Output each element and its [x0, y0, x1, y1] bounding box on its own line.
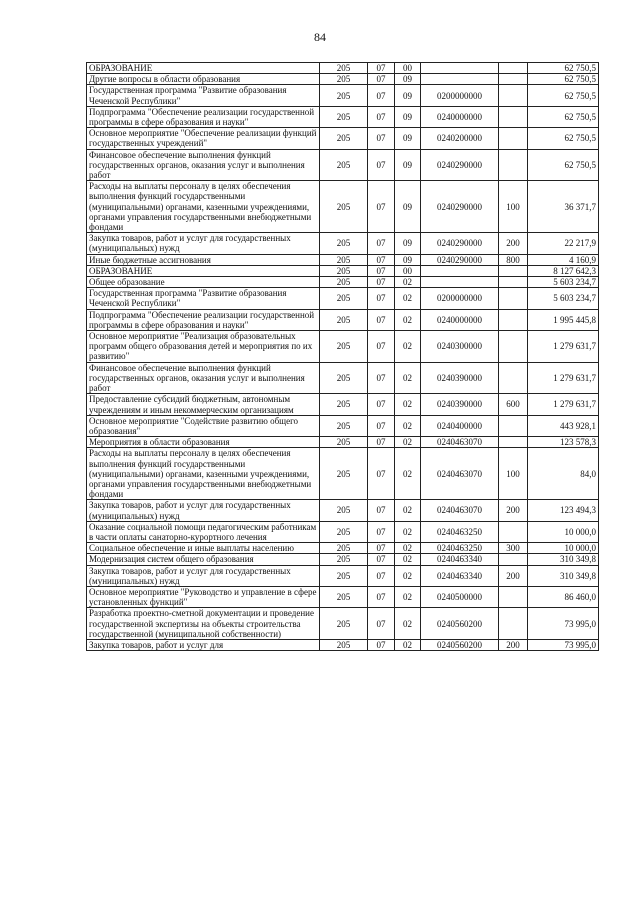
row-vr-cell: 200	[499, 639, 528, 650]
row-name-cell: Государственная программа "Развитие образования Чеченской Республики"	[87, 85, 320, 106]
row-rz-cell: 07	[368, 521, 395, 542]
table-row	[87, 181, 599, 233]
row-rz-cell: 07	[368, 639, 395, 650]
table-row	[87, 288, 599, 309]
row-sum-cell: 1 995 445,8	[528, 309, 599, 330]
row-sum-cell: 310 349,8	[528, 554, 599, 565]
row-ved-cell: 205	[320, 254, 368, 265]
row-vr-cell	[499, 63, 528, 74]
table-row	[87, 277, 599, 288]
row-ved-cell: 205	[320, 362, 368, 394]
row-csr-cell: 0240500000	[421, 586, 499, 607]
row-ved-cell: 205	[320, 331, 368, 363]
row-name-cell: Основное мероприятие "Руководство и управление в сфере установленных функций"	[87, 586, 320, 607]
row-rz-cell: 07	[368, 149, 395, 181]
row-csr-cell: 0240290000	[421, 181, 499, 233]
table-row	[87, 331, 599, 363]
row-name-cell: Расходы на выплаты персоналу в целях обеспечения выполнения функций государственными (муниципальными) органами, казенными учреждениями, органами управления государственными внебюджетными фондами	[87, 448, 320, 500]
row-vr-cell	[499, 85, 528, 106]
row-rz-cell: 07	[368, 543, 395, 554]
row-csr-cell: 0240390000	[421, 362, 499, 394]
row-sum-cell: 62 750,5	[528, 149, 599, 181]
row-sum-cell: 62 750,5	[528, 85, 599, 106]
row-csr-cell	[421, 265, 499, 276]
row-csr-cell: 0240000000	[421, 309, 499, 330]
row-csr-cell: 0240463250	[421, 521, 499, 542]
row-rz-cell: 07	[368, 565, 395, 586]
table-row	[87, 415, 599, 436]
row-name-cell: Закупка товаров, работ и услуг для государственных (муниципальных) нужд	[87, 233, 320, 254]
row-csr-cell: 0240463250	[421, 543, 499, 554]
row-rz-cell: 07	[368, 265, 395, 276]
row-name-cell: Основное мероприятие "Обеспечение реализации функций государственных учреждений"	[87, 128, 320, 149]
row-sum-cell: 1 279 631,7	[528, 362, 599, 394]
row-rz-cell: 07	[368, 437, 395, 448]
row-csr-cell: 0240463070	[421, 448, 499, 500]
row-pr-cell: 02	[395, 415, 421, 436]
row-sum-cell: 73 995,0	[528, 639, 599, 650]
row-rz-cell: 07	[368, 362, 395, 394]
row-ved-cell: 205	[320, 288, 368, 309]
table-row	[87, 233, 599, 254]
row-ved-cell: 205	[320, 521, 368, 542]
row-csr-cell: 0240300000	[421, 331, 499, 363]
row-rz-cell: 07	[368, 586, 395, 607]
row-ved-cell: 205	[320, 265, 368, 276]
row-sum-cell: 84,0	[528, 448, 599, 500]
row-name-cell: Подпрограмма "Обеспечение реализации государственной программы в сфере образования и науки"	[87, 309, 320, 330]
row-rz-cell: 07	[368, 106, 395, 127]
row-pr-cell: 02	[395, 565, 421, 586]
row-name-cell: Закупка товаров, работ и услуг для	[87, 639, 320, 650]
row-ved-cell: 205	[320, 500, 368, 521]
row-vr-cell	[499, 415, 528, 436]
row-vr-cell: 200	[499, 500, 528, 521]
row-ved-cell: 205	[320, 608, 368, 640]
row-ved-cell: 205	[320, 309, 368, 330]
row-pr-cell: 02	[395, 543, 421, 554]
row-ved-cell: 205	[320, 415, 368, 436]
row-csr-cell: 0240400000	[421, 415, 499, 436]
table-row	[87, 265, 599, 276]
row-vr-cell	[499, 277, 528, 288]
row-sum-cell: 86 460,0	[528, 586, 599, 607]
row-rz-cell: 07	[368, 254, 395, 265]
row-name-cell: Государственная программа "Развитие образования Чеченской Республики"	[87, 288, 320, 309]
table-row	[87, 254, 599, 265]
row-ved-cell: 205	[320, 639, 368, 650]
row-name-cell: Закупка товаров, работ и услуг для государственных (муниципальных) нужд	[87, 565, 320, 586]
row-sum-cell: 123 578,3	[528, 437, 599, 448]
row-ved-cell: 205	[320, 543, 368, 554]
table-row	[87, 543, 599, 554]
row-vr-cell	[499, 331, 528, 363]
row-vr-cell	[499, 149, 528, 181]
table-row	[87, 500, 599, 521]
table-row	[87, 448, 599, 500]
row-pr-cell: 02	[395, 608, 421, 640]
row-sum-cell: 10 000,0	[528, 521, 599, 542]
row-ved-cell: 205	[320, 233, 368, 254]
row-vr-cell: 100	[499, 181, 528, 233]
budget-table	[86, 62, 599, 651]
row-csr-cell	[421, 63, 499, 74]
row-rz-cell: 07	[368, 448, 395, 500]
row-csr-cell: 0240200000	[421, 128, 499, 149]
row-ved-cell: 205	[320, 149, 368, 181]
row-sum-cell: 73 995,0	[528, 608, 599, 640]
table-row	[87, 521, 599, 542]
row-pr-cell: 02	[395, 586, 421, 607]
row-csr-cell: 0240560200	[421, 639, 499, 650]
row-pr-cell: 02	[395, 521, 421, 542]
row-ved-cell: 205	[320, 277, 368, 288]
row-rz-cell: 07	[368, 608, 395, 640]
row-name-cell: Финансовое обеспечение выполнения функций государственных органов, оказания услуг и выполнения работ	[87, 362, 320, 394]
table-row	[87, 362, 599, 394]
row-ved-cell: 205	[320, 63, 368, 74]
row-pr-cell: 09	[395, 74, 421, 85]
row-rz-cell: 07	[368, 74, 395, 85]
row-rz-cell: 07	[368, 331, 395, 363]
row-rz-cell: 07	[368, 500, 395, 521]
row-ved-cell: 205	[320, 74, 368, 85]
row-sum-cell: 22 217,9	[528, 233, 599, 254]
table-row	[87, 149, 599, 181]
row-pr-cell: 09	[395, 254, 421, 265]
row-rz-cell: 07	[368, 63, 395, 74]
row-ved-cell: 205	[320, 85, 368, 106]
row-sum-cell: 5 603 234,7	[528, 277, 599, 288]
row-rz-cell: 07	[368, 415, 395, 436]
row-name-cell: Разработка проектно-сметной документации и проведение государственной экспертизы на объекты строительства государственной (муниципальной собственности)	[87, 608, 320, 640]
row-pr-cell: 09	[395, 181, 421, 233]
row-pr-cell: 02	[395, 554, 421, 565]
row-name-cell: Модернизация систем общего образования	[87, 554, 320, 565]
table-row	[87, 437, 599, 448]
table-row	[87, 74, 599, 85]
row-vr-cell	[499, 521, 528, 542]
table-row	[87, 394, 599, 415]
row-sum-cell: 123 494,3	[528, 500, 599, 521]
row-sum-cell: 62 750,5	[528, 74, 599, 85]
row-csr-cell: 0240560200	[421, 608, 499, 640]
row-rz-cell: 07	[368, 85, 395, 106]
row-name-cell: Общее образование	[87, 277, 320, 288]
row-sum-cell: 62 750,5	[528, 106, 599, 127]
row-pr-cell: 09	[395, 149, 421, 181]
row-ved-cell: 205	[320, 565, 368, 586]
row-rz-cell: 07	[368, 309, 395, 330]
row-csr-cell: 0240463340	[421, 565, 499, 586]
row-sum-cell: 62 750,5	[528, 63, 599, 74]
row-pr-cell: 09	[395, 233, 421, 254]
table-row	[87, 63, 599, 74]
row-pr-cell: 00	[395, 63, 421, 74]
row-sum-cell: 10 000,0	[528, 543, 599, 554]
row-pr-cell: 00	[395, 265, 421, 276]
row-name-cell: ОБРАЗОВАНИЕ	[87, 63, 320, 74]
row-csr-cell: 0200000000	[421, 288, 499, 309]
row-vr-cell: 200	[499, 233, 528, 254]
row-rz-cell: 07	[368, 394, 395, 415]
row-ved-cell: 205	[320, 437, 368, 448]
row-name-cell: Основное мероприятие "Содействие развитию общего образования"	[87, 415, 320, 436]
row-ved-cell: 205	[320, 448, 368, 500]
row-sum-cell: 1 279 631,7	[528, 331, 599, 363]
page-number: 84	[314, 30, 326, 44]
row-ved-cell: 205	[320, 128, 368, 149]
row-csr-cell: 0240290000	[421, 254, 499, 265]
row-name-cell: Предоставление субсидий бюджетным, автономным учреждениям и иным некоммерческим организациям	[87, 394, 320, 415]
row-pr-cell: 09	[395, 85, 421, 106]
table-row	[87, 128, 599, 149]
row-vr-cell: 200	[499, 565, 528, 586]
row-pr-cell: 02	[395, 500, 421, 521]
row-ved-cell: 205	[320, 181, 368, 233]
row-csr-cell: 0240463070	[421, 437, 499, 448]
table-row	[87, 106, 599, 127]
row-pr-cell: 02	[395, 437, 421, 448]
row-pr-cell: 02	[395, 639, 421, 650]
row-pr-cell: 02	[395, 331, 421, 363]
row-csr-cell: 0240463340	[421, 554, 499, 565]
row-name-cell: Оказание социальной помощи педагогическим работникам в части оплаты санаторно-курортного лечения	[87, 521, 320, 542]
row-vr-cell	[499, 309, 528, 330]
row-sum-cell: 310 349,8	[528, 565, 599, 586]
row-pr-cell: 02	[395, 362, 421, 394]
row-vr-cell	[499, 288, 528, 309]
row-pr-cell: 09	[395, 128, 421, 149]
table-row	[87, 309, 599, 330]
row-rz-cell: 07	[368, 288, 395, 309]
row-sum-cell: 62 750,5	[528, 128, 599, 149]
row-vr-cell	[499, 74, 528, 85]
table-row	[87, 586, 599, 607]
row-name-cell: Основное мероприятие "Реализация образовательных программ общего образования детей и мероприятия по их развитию"	[87, 331, 320, 363]
row-vr-cell: 800	[499, 254, 528, 265]
row-pr-cell: 02	[395, 288, 421, 309]
row-name-cell: Подпрограмма "Обеспечение реализации государственной программы в сфере образования и науки"	[87, 106, 320, 127]
row-ved-cell: 205	[320, 106, 368, 127]
row-ved-cell: 205	[320, 554, 368, 565]
row-csr-cell: 0240000000	[421, 106, 499, 127]
row-name-cell: ОБРАЗОВАНИЕ	[87, 265, 320, 276]
row-vr-cell	[499, 554, 528, 565]
row-csr-cell: 0240463070	[421, 500, 499, 521]
table-row	[87, 565, 599, 586]
row-ved-cell: 205	[320, 394, 368, 415]
row-csr-cell	[421, 74, 499, 85]
row-vr-cell	[499, 265, 528, 276]
row-pr-cell: 02	[395, 448, 421, 500]
row-sum-cell: 443 928,1	[528, 415, 599, 436]
row-csr-cell: 0240290000	[421, 233, 499, 254]
row-sum-cell: 1 279 631,7	[528, 394, 599, 415]
row-rz-cell: 07	[368, 128, 395, 149]
row-sum-cell: 4 160,9	[528, 254, 599, 265]
row-rz-cell: 07	[368, 554, 395, 565]
row-name-cell: Другие вопросы в области образования	[87, 74, 320, 85]
row-vr-cell	[499, 437, 528, 448]
row-rz-cell: 07	[368, 277, 395, 288]
row-vr-cell: 600	[499, 394, 528, 415]
row-vr-cell	[499, 362, 528, 394]
row-pr-cell: 02	[395, 309, 421, 330]
row-name-cell: Иные бюджетные ассигнования	[87, 254, 320, 265]
row-ved-cell: 205	[320, 586, 368, 607]
row-pr-cell: 02	[395, 277, 421, 288]
row-name-cell: Социальное обеспечение и иные выплаты населению	[87, 543, 320, 554]
row-name-cell: Финансовое обеспечение выполнения функций государственных органов, оказания услуг и выполнения работ	[87, 149, 320, 181]
row-vr-cell	[499, 608, 528, 640]
row-vr-cell	[499, 128, 528, 149]
row-csr-cell: 0240290000	[421, 149, 499, 181]
row-sum-cell: 8 127 642,3	[528, 265, 599, 276]
row-csr-cell	[421, 277, 499, 288]
row-sum-cell: 36 371,7	[528, 181, 599, 233]
table-row	[87, 608, 599, 640]
row-vr-cell: 100	[499, 448, 528, 500]
row-name-cell: Мероприятия в области образования	[87, 437, 320, 448]
table-row	[87, 554, 599, 565]
row-vr-cell	[499, 586, 528, 607]
row-pr-cell: 09	[395, 106, 421, 127]
row-rz-cell: 07	[368, 233, 395, 254]
table-row	[87, 639, 599, 650]
row-vr-cell: 300	[499, 543, 528, 554]
row-csr-cell: 0200000000	[421, 85, 499, 106]
row-rz-cell: 07	[368, 181, 395, 233]
row-vr-cell	[499, 106, 528, 127]
row-csr-cell: 0240390000	[421, 394, 499, 415]
row-pr-cell: 02	[395, 394, 421, 415]
table-row	[87, 85, 599, 106]
row-name-cell: Расходы на выплаты персоналу в целях обеспечения выполнения функций государственными (муниципальными) органами, казенными учреждениями, органами управления государственными внебюджетными фондами	[87, 181, 320, 233]
row-sum-cell: 5 603 234,7	[528, 288, 599, 309]
row-name-cell: Закупка товаров, работ и услуг для государственных (муниципальных) нужд	[87, 500, 320, 521]
